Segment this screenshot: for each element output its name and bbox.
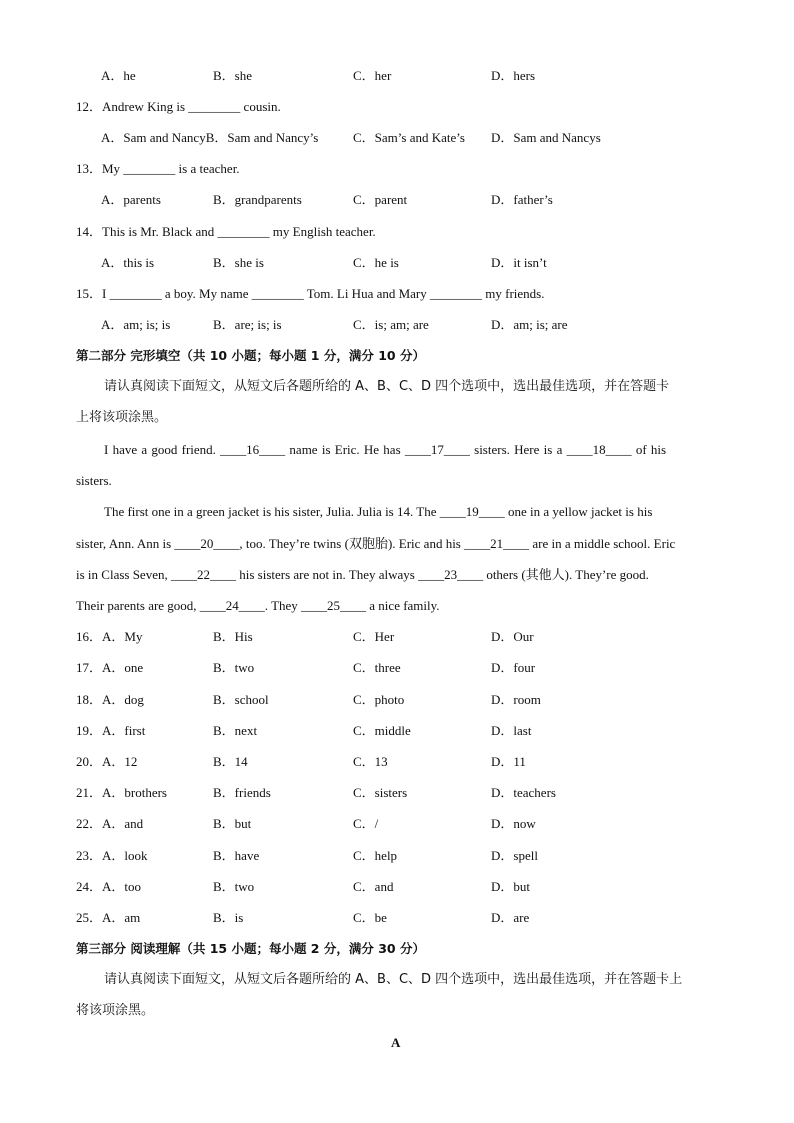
q25-option-c: C．be	[353, 910, 387, 925]
q21-option-b: B．friends	[213, 785, 271, 800]
q22-option-d: D．now	[491, 816, 536, 831]
section-label-a: A	[391, 1035, 401, 1050]
passage-line: The first one in a green jacket is his sister, Julia. Julia is 14. The ____19____ one in a yellow jacket is his	[104, 504, 653, 519]
q19-option-c: C．middle	[353, 723, 411, 738]
part3-instruction-line1: 请认真阅读下面短文，从短文后各题所给的 A、B、C、D 四个选项中，选出最佳选项，并在答题卡上	[104, 972, 683, 987]
q15-stem: 15．I ________ a boy. My name ________ Tom. Li Hua and Mary ________ my friends.	[76, 286, 545, 301]
q14-stem: 14．This is Mr. Black and ________ my English teacher.	[76, 224, 376, 239]
q25-option-a: 25．A．am	[76, 910, 141, 925]
q20-option-b: B．14	[213, 754, 248, 769]
q24-option-d: D．but	[491, 879, 531, 894]
q25-option-b: B．is	[213, 910, 244, 925]
q22-option-b: B．but	[213, 816, 252, 831]
q14-option-b: B．she is	[213, 255, 264, 270]
q24-option-c: C．and	[353, 879, 394, 894]
q13-option-c: C．parent	[353, 192, 408, 207]
passage-line: sister, Ann. Ann is ____20____, too. They’re twins (双胞胎). Eric and his ____21____ are in a middle school. Eric	[76, 536, 676, 551]
q18-option-b: B．school	[213, 692, 269, 707]
q13-stem: 13．My ________ is a teacher.	[76, 161, 240, 176]
q23-option-b: B．have	[213, 848, 260, 863]
q22-option-c: C．/	[353, 816, 379, 831]
q14-option-c: C．he is	[353, 255, 399, 270]
q16-option-c: C．Her	[353, 629, 395, 644]
q25-option-d: D．are	[491, 910, 530, 925]
q21-option-c: C．sisters	[353, 785, 408, 800]
q11-option-a: A．he	[101, 68, 136, 83]
q21-option-d: D．teachers	[491, 785, 556, 800]
q20-option-d: D．11	[491, 754, 526, 769]
q13-option-b: B．grandparents	[213, 192, 302, 207]
part2-instruction-line1: 请认真阅读下面短文，从短文后各题所给的 A、B、C、D 四个选项中，选出最佳选项，并在答题卡	[104, 379, 670, 394]
q11-option-c: C．her	[353, 68, 392, 83]
q14-option-d: D．it isn’t	[491, 255, 547, 270]
q16-option-a: 16．A．My	[76, 629, 143, 644]
q16-option-d: D．Our	[491, 629, 534, 644]
q11-option-d: D．hers	[491, 68, 536, 83]
q12-option-c: C．Sam’s and Kate’s	[353, 130, 465, 145]
q17-option-b: B．two	[213, 660, 255, 675]
passage-line: sisters.	[76, 473, 112, 488]
q17-option-a: 17．A．one	[76, 660, 144, 675]
q12-option-d: D．Sam and Nancys	[491, 130, 601, 145]
q15-option-d: D．am; is; are	[491, 317, 568, 332]
q24-option-b: B．two	[213, 879, 255, 894]
q17-option-c: C．three	[353, 660, 401, 675]
part2-instruction-line2: 上将该项涂黑。	[76, 410, 168, 425]
q23-option-c: C．help	[353, 848, 398, 863]
part3-heading: 第三部分 阅读理解（共 15 小题；每小题 2 分，满分 30 分）	[76, 941, 425, 956]
q12-stem: 12．Andrew King is ________ cousin.	[76, 99, 281, 114]
q15-option-b: B．are; is; is	[213, 317, 282, 332]
q21-option-a: 21．A．brothers	[76, 785, 167, 800]
q11-option-b: B．she	[213, 68, 253, 83]
q13-option-a: A．parents	[101, 192, 161, 207]
q23-option-a: 23．A．look	[76, 848, 148, 863]
q20-option-a: 20．A．12	[76, 754, 138, 769]
q15-option-c: C．is; am; are	[353, 317, 429, 332]
q24-option-a: 24．A．too	[76, 879, 142, 894]
q20-option-c: C．13	[353, 754, 388, 769]
q14-option-a: A．this is	[101, 255, 155, 270]
q22-option-a: 22．A．and	[76, 816, 144, 831]
q19-option-a: 19．A．first	[76, 723, 146, 738]
part3-instruction-line2: 将该项涂黑。	[76, 1003, 155, 1018]
q18-option-d: D．room	[491, 692, 541, 707]
q12-option-ab: A．Sam and NancyB．Sam and Nancy’s	[101, 130, 319, 145]
q17-option-d: D．four	[491, 660, 536, 675]
passage-line: is in Class Seven, ____22____ his sisters are not in. They always ____23____ others (其他人). They’re good.	[76, 567, 649, 582]
q19-option-d: D．last	[491, 723, 532, 738]
q16-option-b: B．His	[213, 629, 253, 644]
q15-option-a: A．am; is; is	[101, 317, 171, 332]
passage-line: I have a good friend. ____16____ name is Eric. He has ____17____ sisters. Here is a ____18____ of his	[104, 442, 667, 457]
q23-option-d: D．spell	[491, 848, 538, 863]
q19-option-b: B．next	[213, 723, 258, 738]
q13-option-d: D．father’s	[491, 192, 553, 207]
q18-option-c: C．photo	[353, 692, 405, 707]
part2-heading: 第二部分 完形填空（共 10 小题；每小题 1 分，满分 10 分）	[76, 348, 425, 363]
q18-option-a: 18．A．dog	[76, 692, 144, 707]
passage-line: Their parents are good, ____24____. They ____25____ a nice family.	[76, 598, 440, 613]
